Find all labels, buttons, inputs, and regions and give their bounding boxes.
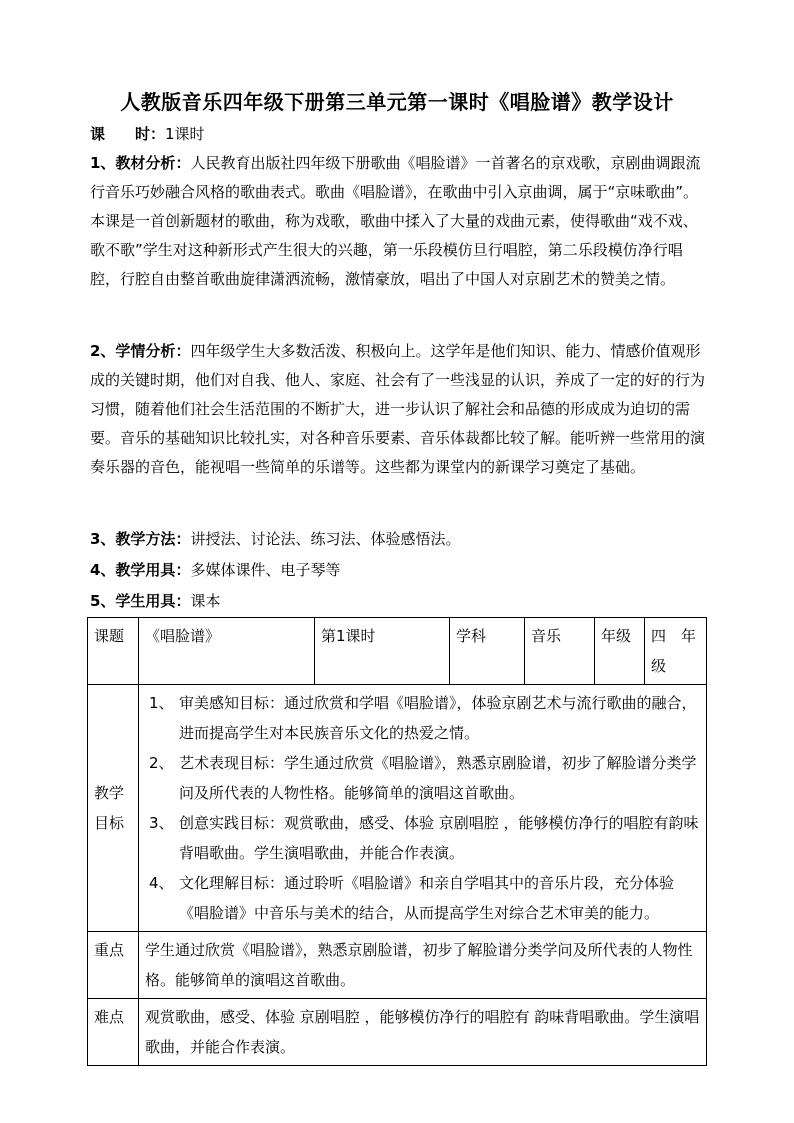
header-cell-subject-label: 学科 — [450, 618, 525, 685]
section-teaching-tools — [90, 556, 710, 585]
table-header-row — [88, 618, 707, 685]
section-label: 4、教学用具： — [90, 561, 191, 579]
goal-number: 4、 — [149, 874, 174, 892]
header-cell-topic: 《唱脸谱》 — [139, 618, 315, 685]
section-teaching-methods — [90, 525, 710, 554]
section-text: 课本 — [190, 592, 221, 610]
table-row-key-points — [88, 932, 707, 999]
key-points-label: 重点 — [88, 932, 139, 999]
goal-text: 审美感知目标：通过欣赏和学唱《唱脸谱》，体验京剧艺术与流行歌曲的融合，进而提高学生对本民族音乐文化的热爱之情。 — [179, 694, 697, 742]
difficulties-label: 难点 — [88, 999, 139, 1066]
header-cell-lesson: 第1课时 — [315, 618, 450, 685]
section-text: 四年级学生大多数活泼、积极向上。这学年是他们知识、能力、情感价值观形成的关键时期，他们对自我、他人、家庭、社会有了一些浅显的认识，养成了一定的好的行为习惯，随着他们社会生活范围的不断扩大，进一步认识了解社会和品德的形成成为迫切的需要。音乐的基础知识比较扎实，对各种音乐要素、音乐体裁都比较了解。能听辨一些常用的演奏乐器的音色，能视唱一些简单的乐谱等。这些都为课堂内的新课学习奠定了基础。 — [90, 342, 706, 476]
goal-text: 艺术表现目标：学生通过欣赏《唱脸谱》，熟悉京剧脸谱，初步了解脸谱分类学问及所代表的人物性格。能够简单的演唱这首歌曲。 — [179, 754, 697, 802]
difficulties-text: 观赏歌曲，感受、体验 京剧唱腔 ，能够模仿净行的唱腔有 韵味背唱歌曲。学生演唱歌曲，并能合作表演。 — [139, 999, 707, 1066]
section-student-tools — [90, 587, 710, 616]
lesson-plan-table — [87, 617, 707, 1066]
goal-item — [149, 808, 700, 868]
header-cell-grade: 四 年级 — [645, 618, 707, 685]
goal-number: 3、 — [149, 814, 174, 832]
goal-item — [149, 868, 700, 928]
section-label: 3、教学方法： — [90, 530, 191, 548]
goal-item — [149, 748, 700, 808]
table-row-difficulties — [88, 999, 707, 1066]
period-label: 课 时： — [90, 125, 166, 143]
section-label: 2、学情分析： — [90, 342, 191, 360]
section-label: 5、学生用具： — [90, 592, 191, 610]
document-title: 人教版音乐四年级下册第三单元第一课时《唱脸谱》教学设计 — [120, 90, 674, 114]
section-student-analysis — [90, 337, 710, 482]
goal-item — [149, 688, 700, 748]
goals-cell — [139, 685, 707, 932]
section-label: 1、教材分析： — [90, 154, 191, 172]
goal-text: 文化理解目标：通过聆听《唱脸谱》和亲自学唱其中的音乐片段，充分体验《唱脸谱》中音乐与美术的结合，从而提高学生对综合艺术审美的能力。 — [179, 874, 675, 922]
goals-label: 教学目标 — [88, 685, 139, 932]
goal-number: 1、 — [149, 694, 174, 712]
table-row-goals — [88, 685, 707, 932]
key-points-text: 学生通过欣赏《唱脸谱》，熟悉京剧脸谱，初步了解脸谱分类学问及所代表的人物性格。能够简单的演唱这首歌曲。 — [139, 932, 707, 999]
header-cell-topic-label: 课题 — [88, 618, 139, 685]
section-text: 多媒体课件、电子琴等 — [190, 561, 341, 579]
section-textbook-analysis — [90, 149, 710, 294]
period-value: 1课时 — [165, 125, 205, 143]
header-cell-subject: 音乐 — [525, 618, 595, 685]
section-text: 讲授法、讨论法、练习法、体验感悟法。 — [190, 530, 461, 548]
header-cell-grade-label: 年级 — [595, 618, 645, 685]
period-line — [90, 120, 710, 149]
goal-text: 创意实践目标：观赏歌曲，感受、体验 京剧唱腔 ，能够模仿净行的唱腔有韵味背唱歌曲。学生演唱歌曲，并能合作表演。 — [179, 814, 699, 862]
section-text: 人民教育出版社四年级下册歌曲《唱脸谱》一首著名的京戏歌，京剧曲调跟流行音乐巧妙融合风格的歌曲表式。歌曲《唱脸谱》，在歌曲中引入京曲调，属于“京味歌曲”。本课是一首创新题材的歌曲，称为戏歌，歌曲中揉入了大量的戏曲元素，使得歌曲“戏不戏、歌不歌”学生对这种新形式产生很大的兴趣，第一乐段模仿旦行唱腔，第二乐段模仿净行唱腔，行腔自由整首歌曲旋律潇洒流畅，激情豪放，唱出了中国人对京剧艺术的赞美之情。 — [90, 154, 701, 288]
goal-number: 2、 — [149, 754, 174, 772]
